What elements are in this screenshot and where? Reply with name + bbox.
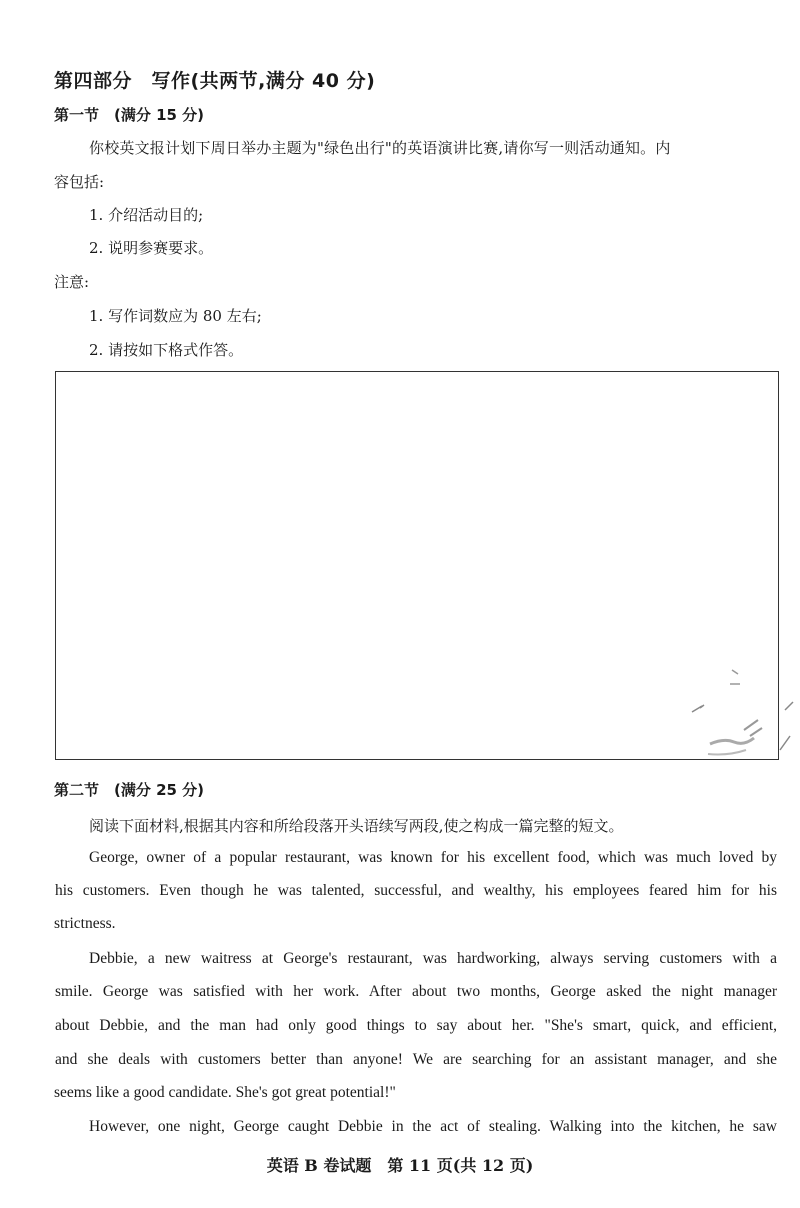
section1-note-2: 2. 请按如下格式作答。: [89, 341, 244, 359]
section1-prompt-line2: 容包括:: [54, 173, 105, 191]
answer-box[interactable]: [55, 371, 779, 760]
page-footer: 英语 B 卷试题 第 11 页(共 12 页): [266, 1156, 534, 1175]
part-title: 第四部分 写作(共两节,满分 40 分): [54, 70, 376, 92]
passage-line: strictness.: [54, 915, 116, 932]
passage-line: However, one night, George caught Debbie in the act of stealing. Walking into the kitchen, he saw: [89, 1118, 777, 1135]
passage-line: George, owner of a popular restaurant, was known for his excellent food, which was much loved by: [89, 849, 777, 866]
passage-line: seems like a good candidate. She's got great potential!": [54, 1084, 396, 1101]
section1-title: 第一节 (满分 15 分): [54, 106, 205, 124]
section1-item-1: 1. 介绍活动目的;: [89, 206, 204, 224]
section1-prompt-line1: 你校英文报计划下周日举办主题为"绿色出行"的英语演讲比赛,请你写一则活动通知。内: [89, 139, 671, 157]
section2-instruction: 阅读下面材料,根据其内容和所给段落开头语续写两段,使之构成一篇完整的短文。: [89, 817, 624, 835]
section1-note-1: 1. 写作词数应为 80 左右;: [89, 307, 262, 325]
passage-line: about Debbie, and the man had only good things to say about her. "She's smart, quick, and efficient,: [55, 1017, 777, 1034]
passage-line: and she deals with customers better than anyone! We are searching for an assistant manager, and she: [55, 1051, 777, 1068]
section1-item-2: 2. 说明参赛要求。: [89, 239, 214, 257]
scan-smudge: [680, 660, 795, 770]
passage-line: Debbie, a new waitress at George's restaurant, was hardworking, always serving customers with a: [89, 950, 777, 967]
passage-line: his customers. Even though he was talented, successful, and wealthy, his employees feared him for his: [55, 882, 777, 899]
section1-note-label: 注意:: [54, 273, 90, 291]
passage-line: smile. George was satisfied with her work. After about two months, George asked the night manager: [55, 983, 777, 1000]
section2-title: 第二节 (满分 25 分): [54, 781, 205, 799]
